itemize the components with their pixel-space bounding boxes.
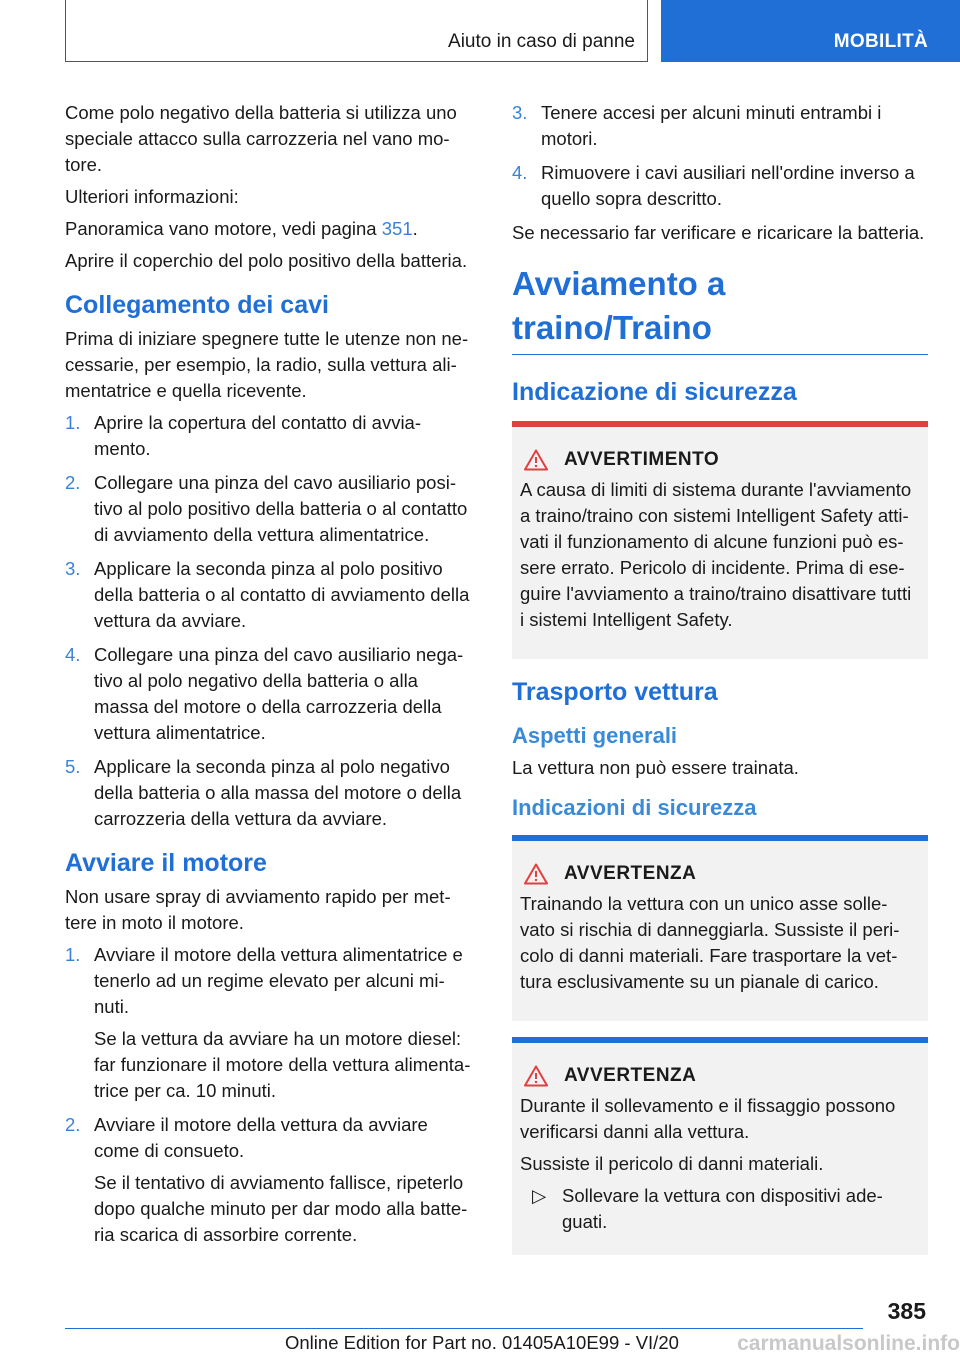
reference-prefix: Panoramica vano motore, vedi pagina <box>65 218 382 239</box>
warning-title-row <box>520 1065 920 1087</box>
main-heading-tow-start: Avviamento a traino/Traino <box>512 262 928 355</box>
step-number: 2. <box>65 1114 81 1135</box>
step-number: 4. <box>65 644 81 665</box>
warning-text-1: Durante il sollevamento e il fissaggio possono verificarsi danni alla vettura. <box>520 1095 896 1142</box>
warning-title: AVVERTIMENTO <box>564 449 720 470</box>
after-steps-text: Se necessario far verificare e ricaricare la batteria. <box>512 222 925 243</box>
step-number: 1. <box>65 412 81 433</box>
step-number: 5. <box>65 756 81 777</box>
warning-triangle-icon <box>524 1065 548 1087</box>
warning-triangle-icon <box>524 449 548 471</box>
section-heading-start-engine: Avviare il motore <box>65 849 267 877</box>
warning-text: A causa di limiti di sistema durante l'avviamento a traino/traino con sistemi Intelligent Safety atti-vati il funzionamento di alcune funzioni può es-sere errato. Pericolo di incidente. Prima di ese-guire l'avviamento a traino/traino disattivare tutti i sistemi Intelligent Safety. <box>520 479 912 630</box>
safety-heading: Indicazione di sicurezza <box>512 378 797 406</box>
list-item <box>65 754 477 832</box>
general-text: La vettura non può essere trainata. <box>512 757 799 778</box>
engine-steps-list-continued <box>512 100 928 212</box>
step-subtext: Se la vettura da avviare ha un motore diesel: far funzionare il motore della vettura alimenta-trice per ca. 10 minuti. <box>94 1028 471 1101</box>
cable-steps-list <box>65 410 477 832</box>
header-chapter-tab <box>661 0 960 62</box>
watermark: carmanualsonline.info <box>737 1332 960 1355</box>
section-heading-cables: Collegamento dei cavi <box>65 291 329 319</box>
step-text: Rimuovere i cavi ausiliari nell'ordine inverso a quello sopra descritto. <box>541 162 915 209</box>
reference-suffix: . <box>412 218 418 239</box>
list-item <box>65 410 477 462</box>
list-item <box>65 642 477 746</box>
header-section-title: Aiuto in caso di panne <box>448 31 635 52</box>
footer-edition: Online Edition for Part no. 01405A10E99 - VI/20 <box>285 1332 679 1353</box>
warning-box-avvertenza-2 <box>512 1037 928 1255</box>
step-text: Aprire la copertura del contatto di avvia-mento. <box>94 412 422 459</box>
page-number: 385 <box>887 1298 926 1324</box>
intro-paragraph-last: Aprire il coperchio del polo positivo della batteria. <box>65 250 468 271</box>
bullet-text: Sollevare la vettura con dispositivi ade-guati. <box>562 1185 883 1232</box>
warning-box-avvertimento <box>512 421 928 659</box>
warning-text-2: Sussiste il pericolo di danni materiali. <box>520 1153 824 1174</box>
step-number: 1. <box>65 944 81 965</box>
section-text-start-engine: Non usare spray di avviamento rapido per met-tere in moto il motore. <box>65 886 451 933</box>
warning-title-row <box>520 449 920 471</box>
header-section-box <box>65 0 648 62</box>
step-text: Applicare la seconda pinza al polo negativo della batteria o alla massa del motore o della carrozzeria della vettura da avviare. <box>94 756 462 829</box>
header-chapter-label: MOBILITÀ <box>833 31 928 52</box>
warning-title-row <box>520 863 920 885</box>
transport-heading: Trasporto vettura <box>512 678 718 706</box>
warning-triangle-icon <box>524 863 548 885</box>
left-column <box>65 100 477 1256</box>
step-text: Avviare il motore della vettura da avviare come di consueto. <box>94 1114 428 1161</box>
general-heading: Aspetti generali <box>512 723 678 748</box>
warning-text: Trainando la vettura con un unico asse solle-vato si rischia di danneggiarla. Sussiste il peri-colo di danni materiali. Fare trasportare la vet-tura esclusivamente su un pianale di carico. <box>520 893 900 992</box>
safety-notes-heading: Indicazioni di sicurezza <box>512 795 757 820</box>
intro-paragraph-1: Come polo negativo della batteria si utilizza uno speciale attacco sulla carrozzeria nel vano mo-tore. <box>65 102 457 175</box>
warning-box-avvertenza-1 <box>512 835 928 1021</box>
step-text: Tenere accesi per alcuni minuti entrambi i motori. <box>541 102 882 149</box>
warning-title: AVVERTENZA <box>564 863 697 884</box>
step-text: Applicare la seconda pinza al polo positivo della batteria o al contatto di avviamento della vettura da avviare. <box>94 558 470 631</box>
step-text: Collegare una pinza del cavo ausiliario nega-tivo al polo negativo della batteria o alla massa del motore o della carrozzeria della vettura alimentatrice. <box>94 644 464 743</box>
step-text: Collegare una pinza del cavo ausiliario posi-tivo al polo positivo della batteria o al contatto di avviamento della vettura alimentatrice. <box>94 472 468 545</box>
step-number: 3. <box>65 558 81 579</box>
list-item <box>512 100 928 152</box>
list-item <box>512 160 928 212</box>
intro-paragraph-2: Ulteriori informazioni: <box>65 186 239 207</box>
step-text: Avviare il motore della vettura alimentatrice e tenerlo ad un regime elevato per alcuni mi-nuti. <box>94 944 463 1017</box>
list-item <box>65 1112 477 1248</box>
step-subtext: Se il tentativo di avviamento fallisce, ripeterlo dopo qualche minuto per dar modo alla batte-ria scarica di assorbire corrente. <box>94 1172 468 1245</box>
list-item <box>65 470 477 548</box>
bullet-triangle-icon: ▷ <box>532 1185 547 1206</box>
section-text-cables: Prima di iniziare spegnere tutte le utenze non ne-cessarie, per esempio, la radio, sulla vettura ali-mentatrice e quella ricevente. <box>65 328 469 401</box>
list-item <box>65 942 477 1104</box>
step-number: 4. <box>512 162 528 183</box>
right-column <box>512 100 928 1271</box>
footer-divider <box>65 1328 863 1329</box>
warning-title: AVVERTENZA <box>564 1065 697 1086</box>
reference-paragraph <box>65 216 477 242</box>
list-item <box>65 556 477 634</box>
page-reference-link[interactable]: 351 <box>381 218 413 239</box>
step-number: 2. <box>65 472 81 493</box>
step-number: 3. <box>512 102 528 123</box>
engine-steps-list <box>65 942 477 1248</box>
warning-bullet <box>520 1183 920 1235</box>
